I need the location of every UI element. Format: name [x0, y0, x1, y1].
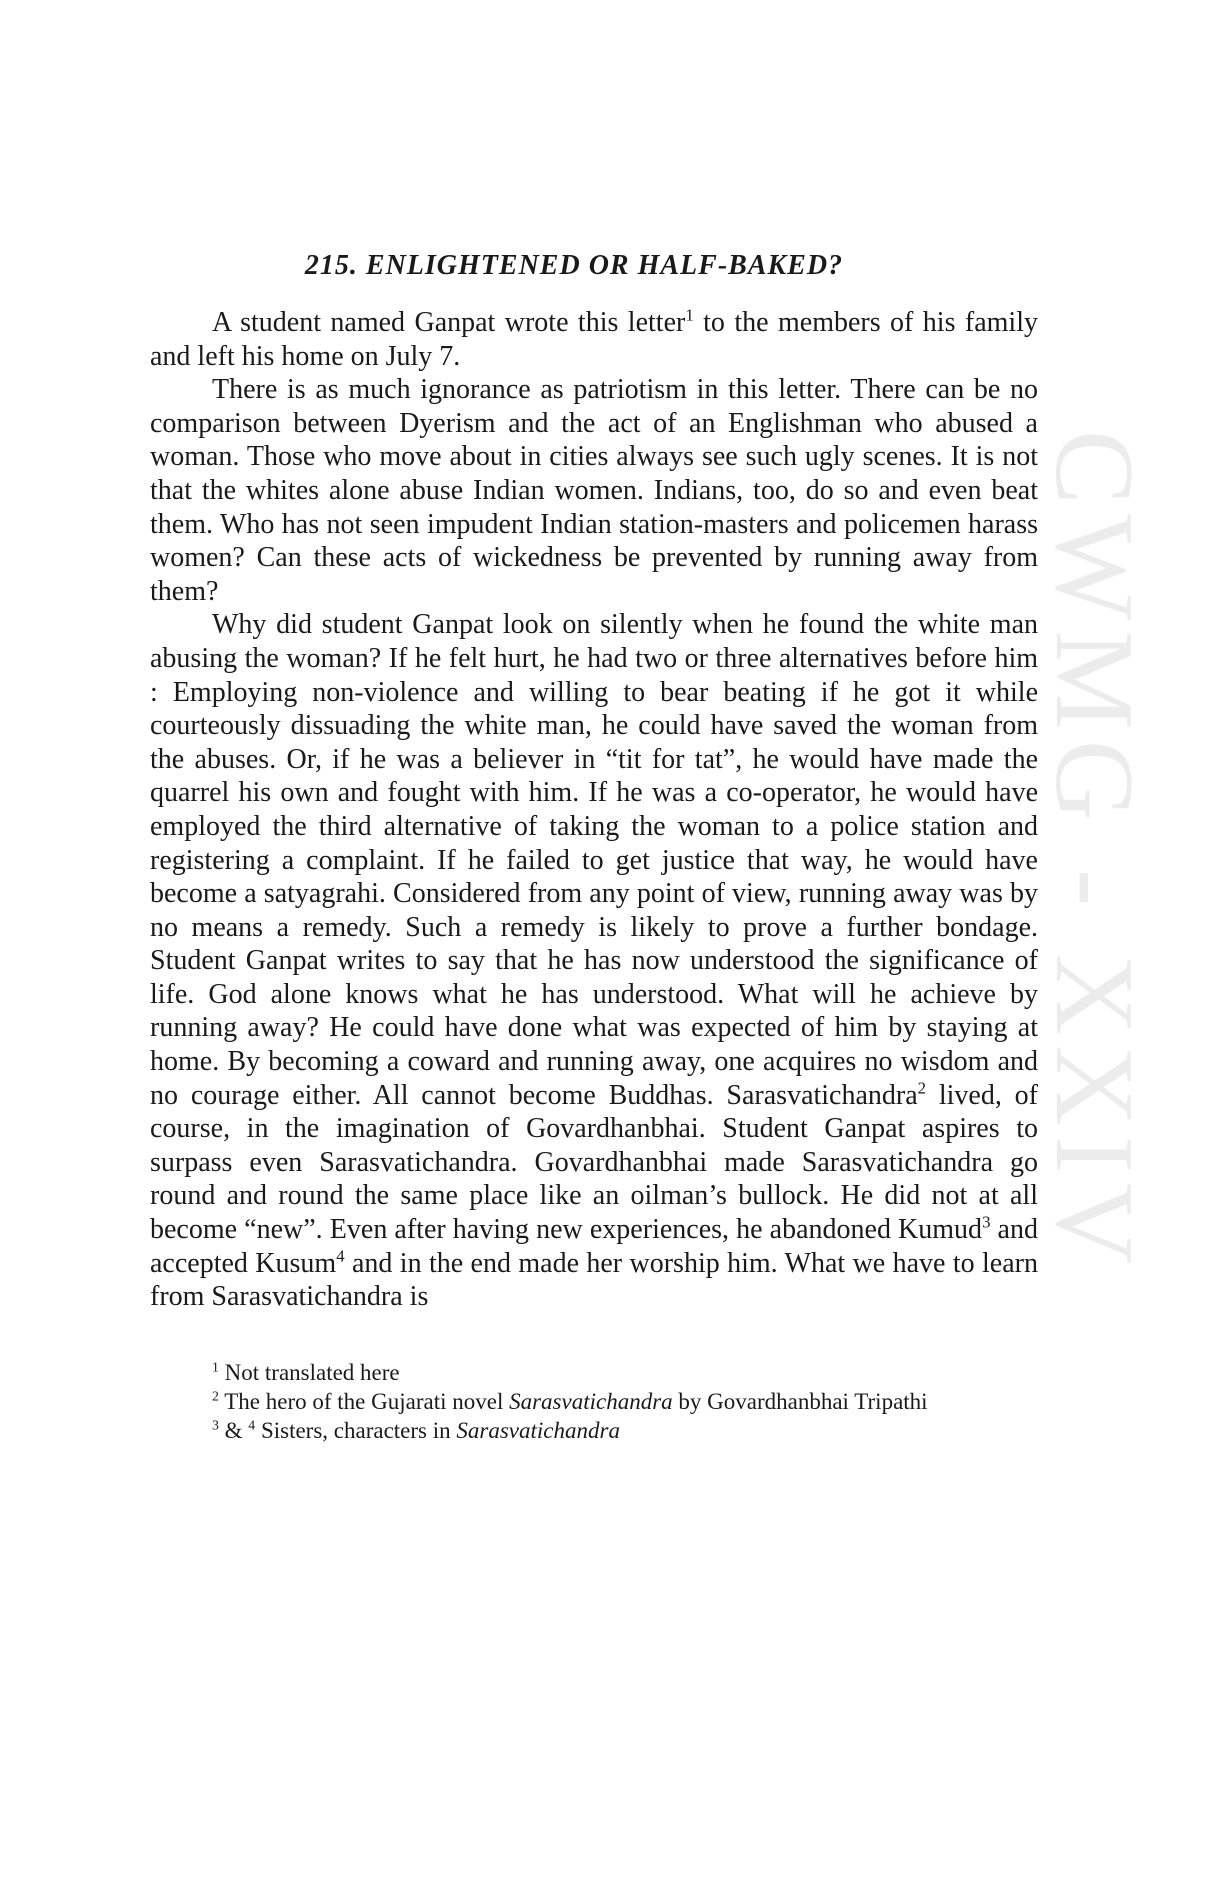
footnote-ref-2[interactable]: 2 [917, 1078, 927, 1098]
footnote-3-4 [150, 1416, 1038, 1445]
footnote-2 [150, 1387, 1038, 1416]
paragraph-3 [150, 608, 1038, 1313]
footnote-2-text-a: The hero of the Gujarati novel [218, 1388, 510, 1414]
footnote-ref-1[interactable]: 1 [685, 305, 694, 325]
footnote-2-text-b: by Govardhanbhai Tripathi [672, 1388, 928, 1414]
footnote-mark-4: 4 [248, 1417, 256, 1433]
footnote-2-novel-title: Sarasvatichandra [509, 1388, 673, 1414]
paragraph-1-text-a: A student named Ganpat wrote this letter [212, 307, 686, 338]
paragraph-3-text-c: and accepted Kusum [150, 1214, 1038, 1279]
chapter-title: 215. ENLIGHTENED OR HALF-BAKED? [304, 250, 844, 281]
paragraph-3-text-d: and in the end made her worship him. What we have to learn from Sarasvatichandra is [150, 1247, 1038, 1313]
footnote-ref-3[interactable]: 3 [982, 1212, 991, 1232]
watermark: CWMG - XXIV [1032, 430, 1156, 1275]
footnote-mark-3: 3 [212, 1417, 219, 1433]
footnote-3-text-a: Sisters, characters in [255, 1417, 457, 1443]
footnote-1 [150, 1358, 1038, 1387]
footnote-mark-2: 2 [212, 1388, 219, 1404]
paragraph-1-text-b: to the members of his family and left his home on July 7. [150, 307, 1038, 372]
footnote-1-text: Not translated here [218, 1359, 400, 1385]
paragraph-3-text-a: Why did student Ganpat look on silently when he found the white man abusing the woman? If he felt hurt, he had two or three alternatives before him : Employing non-violence and willing to bear beating if he got it while courteously dissuading the white man, he could have saved the woman from the abuses. Or, if he was a believer in “tit for tat”, he would have made the quarrel his own and fought with him. If he was a co-operator, he would have employed the third alternative of taking the woman to a police station and registering a complaint. If he failed to get justice that way, he would have become a satyagrahi. Considered from any point of view, running away was by no means a remedy. Such a remedy is likely to prove a further bondage. Student Ganpat writes to say that he has now understood the significance of life. God alone knows what he has understood. What will he achieve by running away? He could have done what was expected of him by staying at home. By becoming a coward and running away, one acquires no wisdom and no courage either. All cannot become Buddhas. Sarasvatichandra [150, 609, 1038, 1111]
footnote-mark-1: 1 [212, 1359, 219, 1375]
document-page [150, 250, 1038, 1445]
paragraph-1 [150, 306, 1038, 373]
footnote-ref-4[interactable]: 4 [336, 1246, 345, 1266]
paragraph-2: There is as much ignorance as patriotism in this letter. There can be no comparison between Dyerism and the act of an Englishman who abused a woman. Those who move about in cities always see such ugly scenes. It is not that the whites alone abuse Indian women. Indians, too, do so and even beat them. Who has not seen impudent Indian station-masters and policemen harass women? Can these acts of wickedness be prevented by running away from them? [150, 374, 1038, 607]
footnote-ampersand: & [218, 1417, 249, 1443]
footnotes [150, 1358, 1038, 1445]
paragraph-3-text-b: lived, of course, in the imagination of Govardhanbhai. Student Ganpat aspires to surpass even Sarasvatichandra. Govardhanbhai made Sarasvatichandra go round and round the same place like an oilman’s bullock. He did not at all become “new”. Even after having new experiences, he abandoned Kumud [150, 1079, 1038, 1246]
footnote-3-novel-title: Sarasvatichandra [456, 1417, 620, 1443]
